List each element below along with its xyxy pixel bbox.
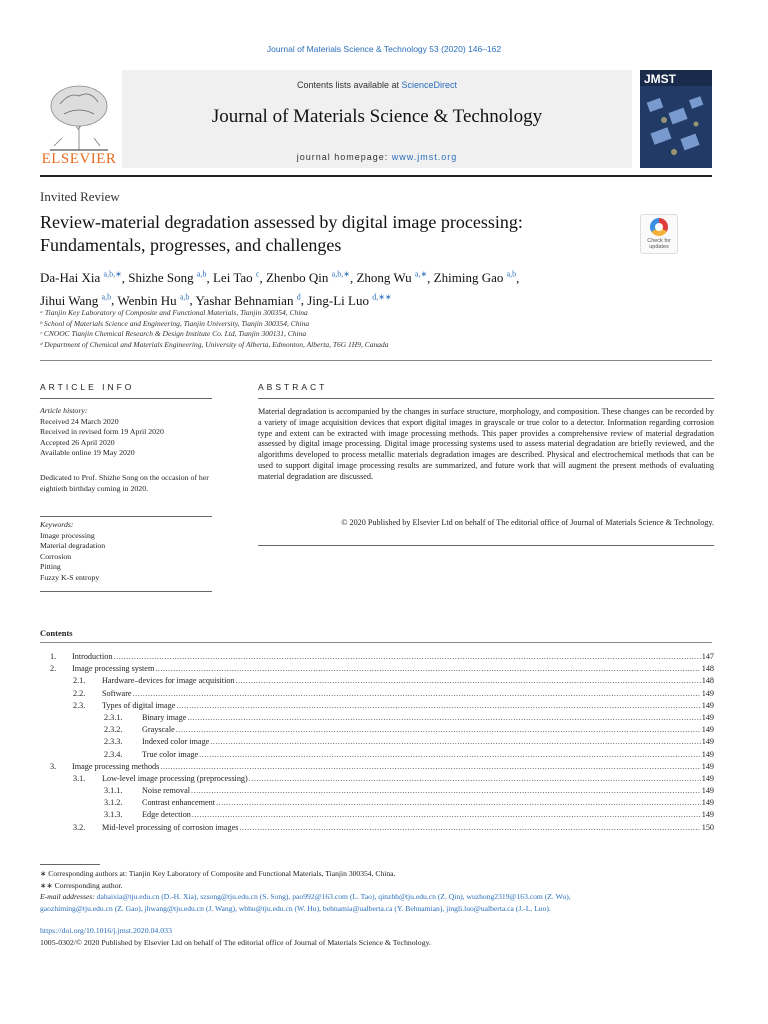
table-of-contents xyxy=(40,652,714,835)
author: Zhiming Gao $^{a,b}$ xyxy=(433,270,517,286)
toc-entry[interactable] xyxy=(40,689,714,701)
homepage-prefix: journal homepage: xyxy=(296,152,392,162)
toc-entry-title[interactable]: Indexed color image xyxy=(142,737,210,747)
toc-entry-page[interactable]: 149 xyxy=(701,810,714,820)
toc-entry-number: 2.1. xyxy=(73,676,86,686)
crossmark-label: Check for updates xyxy=(647,238,671,250)
toc-entry-title[interactable]: Contrast enhancement xyxy=(142,798,215,808)
journal-title: Journal of Materials Science & Technology xyxy=(211,106,543,127)
toc-entry-title[interactable]: Noise removal xyxy=(142,786,190,796)
history-revised: Received in revised form 19 April 2020 xyxy=(40,427,164,436)
affiliations xyxy=(40,308,720,350)
affiliation-b: ᵇ School of Materials Science and Engineering, Tianjin University, Tianjin 300354, China xyxy=(40,318,310,328)
dedication: Dedicated to Prof. Shizhe Song on the occasion of her eightieth birthday coming in 2020. xyxy=(40,473,209,493)
toc-entry[interactable] xyxy=(40,798,714,810)
title-line-2: Fundamentals, progresses, and challenges xyxy=(40,235,342,255)
toc-leader-dots xyxy=(113,652,700,661)
journal-cover-image xyxy=(640,70,712,168)
toc-entry-page[interactable]: 149 xyxy=(701,773,714,783)
toc-leader-dots xyxy=(239,823,700,832)
toc-entry-title[interactable]: Grayscale xyxy=(142,725,175,735)
toc-entry[interactable] xyxy=(40,664,714,676)
toc-entry-title[interactable]: Types of digital image xyxy=(102,700,176,710)
author-affiliation-link[interactable]: a,b xyxy=(196,270,207,279)
toc-leader-dots xyxy=(176,701,700,710)
toc-leader-dots xyxy=(210,737,700,746)
toc-entry-title[interactable]: True color image xyxy=(142,749,199,759)
check-for-updates-button[interactable] xyxy=(640,214,678,254)
toc-entry-number: 3.1. xyxy=(73,773,86,783)
toc-entry-number: 3. xyxy=(50,761,57,771)
author: Wenbin Hu $^{a,b}$ xyxy=(117,292,190,308)
toc-entry-page[interactable]: 150 xyxy=(701,822,714,832)
history-received: Received 24 March 2020 xyxy=(40,416,119,426)
toc-entry[interactable] xyxy=(40,676,714,688)
header-divider xyxy=(40,175,712,177)
keyword: Image processing xyxy=(40,530,95,540)
history-label: Article history: xyxy=(40,406,88,415)
abstract-body: Material degradation is accompanied by the changes in surface structure, morphology, and composition. These changes can be recorded by a variety of image acquisition devices that export digital images in grayscale or true color to a detector. Information regarding corrosion type and extent can be extracted with image processing methods. This paper provides a comprehensive review of material degradation assessed by digital image processing. Digital image processing systems used to assess material degradation are briefly reviewed, and the algorithms developed to process metallic materials degradation images are described. Physical and electrochemical methods that can be used to support digital image processing results are summarized, and future work that will augment the present methods of evaluating material degradation are discussed. xyxy=(258,407,714,481)
toc-entry-title[interactable]: Software xyxy=(102,688,132,698)
toc-entry-number: 2.3. xyxy=(73,700,86,710)
author-list: Da-Hai Xia $^{a,b,∗}$, Shizhe Song $^{a,b}$, Lei Tao $^c$, Zhenbo Qin $^{a,b,∗}$, Zhong Wu $^{a,∗}$, Zhiming Gao $^{a,b}$, Jihui Wang $^{a,b}$, Wenbin Hu $^{a,b}$, Yashar Behnamian $^d$, Jing-Li Luo $^{d,∗∗}$ xyxy=(40,270,520,308)
keyword: Fuzzy K-S entropy xyxy=(40,572,100,582)
toc-entry-number: 2.3.3. xyxy=(104,737,123,747)
keyword: Corrosion xyxy=(40,551,72,561)
toc-entry-number: 3.1.1. xyxy=(104,786,123,796)
author: Yashar Behnamian $^d$ xyxy=(195,292,301,308)
title-line-1: Review-material degradation assessed by digital image processing: xyxy=(40,212,523,232)
keywords-label: Keywords: xyxy=(40,520,74,529)
author-affiliation-link[interactable]: d xyxy=(296,292,301,302)
abstract-heading: ABSTRACT xyxy=(258,382,328,392)
toc-entry-number: 2.3.2. xyxy=(104,725,123,735)
toc-leader-dots xyxy=(160,762,700,771)
toc-leader-dots xyxy=(176,725,701,734)
corresponding-authors-note: ∗ Corresponding authors at: Tianjin Key Laboratory of Composite and Functional Materials, Tianjin 300354, China. xyxy=(40,869,396,878)
toc-entry-number: 2.3.1. xyxy=(104,712,123,722)
toc-entry-title[interactable]: Low-level image processing (preprocessing) xyxy=(102,773,248,783)
toc-entry-number: 3.2. xyxy=(73,822,86,832)
issn-copyright: 1005-0302/© 2020 Published by Elsevier Ltd on behalf of The editorial office of Journal of Materials Science & Technology. xyxy=(40,938,431,947)
keyword: Material degradation xyxy=(40,541,106,550)
author-affiliation-link[interactable]: a,b xyxy=(101,292,112,302)
toc-entry-title[interactable]: Image processing system xyxy=(72,664,155,674)
toc-entry-title[interactable]: Mid-level processing of corrosion images xyxy=(102,822,239,832)
abstract-divider xyxy=(258,398,714,399)
article-history xyxy=(40,406,220,459)
article-info-bottom-divider xyxy=(40,591,212,592)
abstract-bottom-divider xyxy=(258,545,714,546)
cover-title: JMST xyxy=(644,72,677,86)
author: Lei Tao $^c$ xyxy=(212,270,260,286)
toc-leader-dots xyxy=(192,810,701,819)
toc-entry-page[interactable]: 149 xyxy=(701,761,714,771)
contents-heading: Contents xyxy=(40,628,73,638)
toc-entry-number: 2. xyxy=(50,664,57,674)
toc-entry[interactable] xyxy=(40,725,714,737)
contents-prefix: Contents lists available at xyxy=(296,80,402,90)
toc-entry[interactable] xyxy=(40,713,714,725)
author: Jihui Wang $^{a,b}$ xyxy=(40,292,112,308)
history-online: Available online 19 May 2020 xyxy=(40,448,135,457)
keyword: Pitting xyxy=(40,562,61,571)
article-type: Invited Review xyxy=(40,189,120,204)
toc-entry[interactable] xyxy=(40,762,714,774)
crossmark-icon xyxy=(650,218,668,236)
toc-entry-page[interactable]: 149 xyxy=(701,700,714,710)
email-addresses xyxy=(40,891,720,903)
author: Da-Hai Xia $^{a,b,∗}$ xyxy=(40,270,122,286)
homepage-link[interactable]: www.jmst.org xyxy=(391,152,458,162)
email-label: E-mail addresses: xyxy=(40,892,95,901)
article-title xyxy=(40,211,620,257)
toc-entry[interactable] xyxy=(40,823,714,835)
toc-entry-page[interactable]: 149 xyxy=(701,749,714,759)
toc-entry-number: 1. xyxy=(50,652,57,661)
toc-entry-page[interactable]: 149 xyxy=(701,712,714,722)
toc-entry-page[interactable]: 149 xyxy=(701,737,714,747)
toc-entry-page[interactable]: 148 xyxy=(701,676,714,686)
section-divider xyxy=(40,360,712,361)
author-affiliation-link[interactable]: a,b,∗ xyxy=(331,270,350,279)
affiliation-a: ᵃ Tianjin Key Laboratory of Composite and Functional Materials, Tianjin 300354, China xyxy=(40,308,308,317)
toc-leader-dots xyxy=(133,689,701,698)
toc-entry[interactable] xyxy=(40,786,714,798)
toc-entry-title[interactable]: Introduction xyxy=(72,652,113,661)
toc-entry-number: 3.1.3. xyxy=(104,810,123,820)
publisher-name: ELSEVIER xyxy=(41,151,117,167)
journal-reference-link[interactable]: Journal of Materials Science & Technology 53 (2020) 146–162 xyxy=(266,44,502,54)
toc-entry[interactable] xyxy=(40,810,714,822)
toc-entry[interactable] xyxy=(40,774,714,786)
affiliation-d: ᵈ Department of Chemical and Materials Engineering, University of Alberta, Edmonton, Alberta, T6G 1H9, Canada xyxy=(40,339,389,349)
author: Jing-Li Luo $^{d,∗∗}$ xyxy=(307,292,392,308)
footnote-divider xyxy=(40,864,100,865)
toc-entry-title[interactable]: Image processing methods xyxy=(72,761,160,771)
toc-entry[interactable] xyxy=(40,750,714,762)
author-affiliation-link[interactable]: d,∗∗ xyxy=(372,292,392,302)
contents-available-line xyxy=(122,80,632,90)
abstract-copyright: © 2020 Published by Elsevier Ltd on behalf of The editorial office of Journal of Materials Science & Technology. xyxy=(341,518,714,527)
sciencedirect-link[interactable]: ScienceDirect xyxy=(401,80,458,90)
toc-entry-page[interactable]: 149 xyxy=(701,725,714,735)
email-links-line-1[interactable]: dahaixia@tju.edu.cn (D.-H. Xia), szsong@tju.edu.cn (S. Song), pao992@163.com (L. Tao), qinzhb@tju.edu.cn (Z. Qin), wuzhong2319@163.com (Z. Wu), xyxy=(96,892,571,901)
toc-leader-dots xyxy=(191,786,701,795)
toc-entry-page[interactable]: 149 xyxy=(701,688,714,698)
author-affiliation-link[interactable]: a,b xyxy=(179,292,190,302)
doi-link[interactable]: https://doi.org/10.1016/j.jmst.2020.04.033 xyxy=(40,926,172,935)
toc-entry[interactable] xyxy=(40,701,714,713)
toc-entry-title[interactable]: Hardware–devices for image acquisition xyxy=(102,676,235,686)
toc-entry-page[interactable]: 147 xyxy=(701,652,714,661)
journal-homepage-line xyxy=(122,152,632,162)
affiliation-c: ᶜ CNOOC Tianjin Chemical Research & Design Institute Co. Ltd, Tianjin 300131, China xyxy=(40,329,307,338)
toc-entry[interactable] xyxy=(40,737,714,749)
masthead-banner xyxy=(122,70,632,168)
toc-entry-title[interactable]: Edge detection xyxy=(142,810,191,820)
toc-entry-number: 2.3.4. xyxy=(104,749,123,759)
article-info-heading: ARTICLE INFO xyxy=(40,382,135,392)
author-affiliation-link[interactable]: a,b xyxy=(506,270,517,279)
toc-entry-page[interactable]: 149 xyxy=(701,798,714,808)
email-links-line-2[interactable]: gaozhiming@tju.edu.cn (Z. Gao), jhwang@tju.edu.cn (J. Wang), wbhu@tju.edu.cn (W. Hu), behnamia@ualberta.ca (Y. Behnamian), jingli.luo@ualberta.ca (J.-L. Luo). xyxy=(40,903,551,913)
toc-entry-number: 2.2. xyxy=(73,688,86,698)
footnotes xyxy=(40,868,720,914)
article-info-divider xyxy=(40,398,212,399)
toc-entry-page[interactable]: 148 xyxy=(701,664,714,674)
corresponding-author-note: ∗∗ Corresponding author. xyxy=(40,880,123,890)
history-accepted: Accepted 26 April 2020 xyxy=(40,437,115,447)
journal-masthead xyxy=(40,70,712,168)
toc-leader-dots xyxy=(199,750,701,759)
author: Zhong Wu $^{a,∗}$ xyxy=(356,270,428,286)
keywords-divider xyxy=(40,516,212,517)
toc-leader-dots xyxy=(249,774,701,783)
author: Shizhe Song $^{a,b}$ xyxy=(128,270,207,286)
toc-entry-page[interactable]: 149 xyxy=(701,786,714,796)
toc-leader-dots xyxy=(155,664,700,673)
author-affiliation-link[interactable]: a,∗ xyxy=(414,270,428,279)
toc-leader-dots xyxy=(187,713,700,722)
keywords xyxy=(40,520,220,583)
author-affiliation-link[interactable]: a,b,∗ xyxy=(103,270,122,279)
contents-divider xyxy=(40,642,712,643)
author-affiliation-link[interactable]: c xyxy=(255,270,260,279)
toc-entry[interactable] xyxy=(40,652,714,664)
toc-leader-dots xyxy=(236,676,701,685)
toc-entry-title[interactable]: Binary image xyxy=(142,712,187,722)
author: Zhenbo Qin $^{a,b,∗}$ xyxy=(265,270,350,286)
toc-leader-dots xyxy=(216,798,701,807)
toc-entry-number: 3.1.2. xyxy=(104,798,123,808)
